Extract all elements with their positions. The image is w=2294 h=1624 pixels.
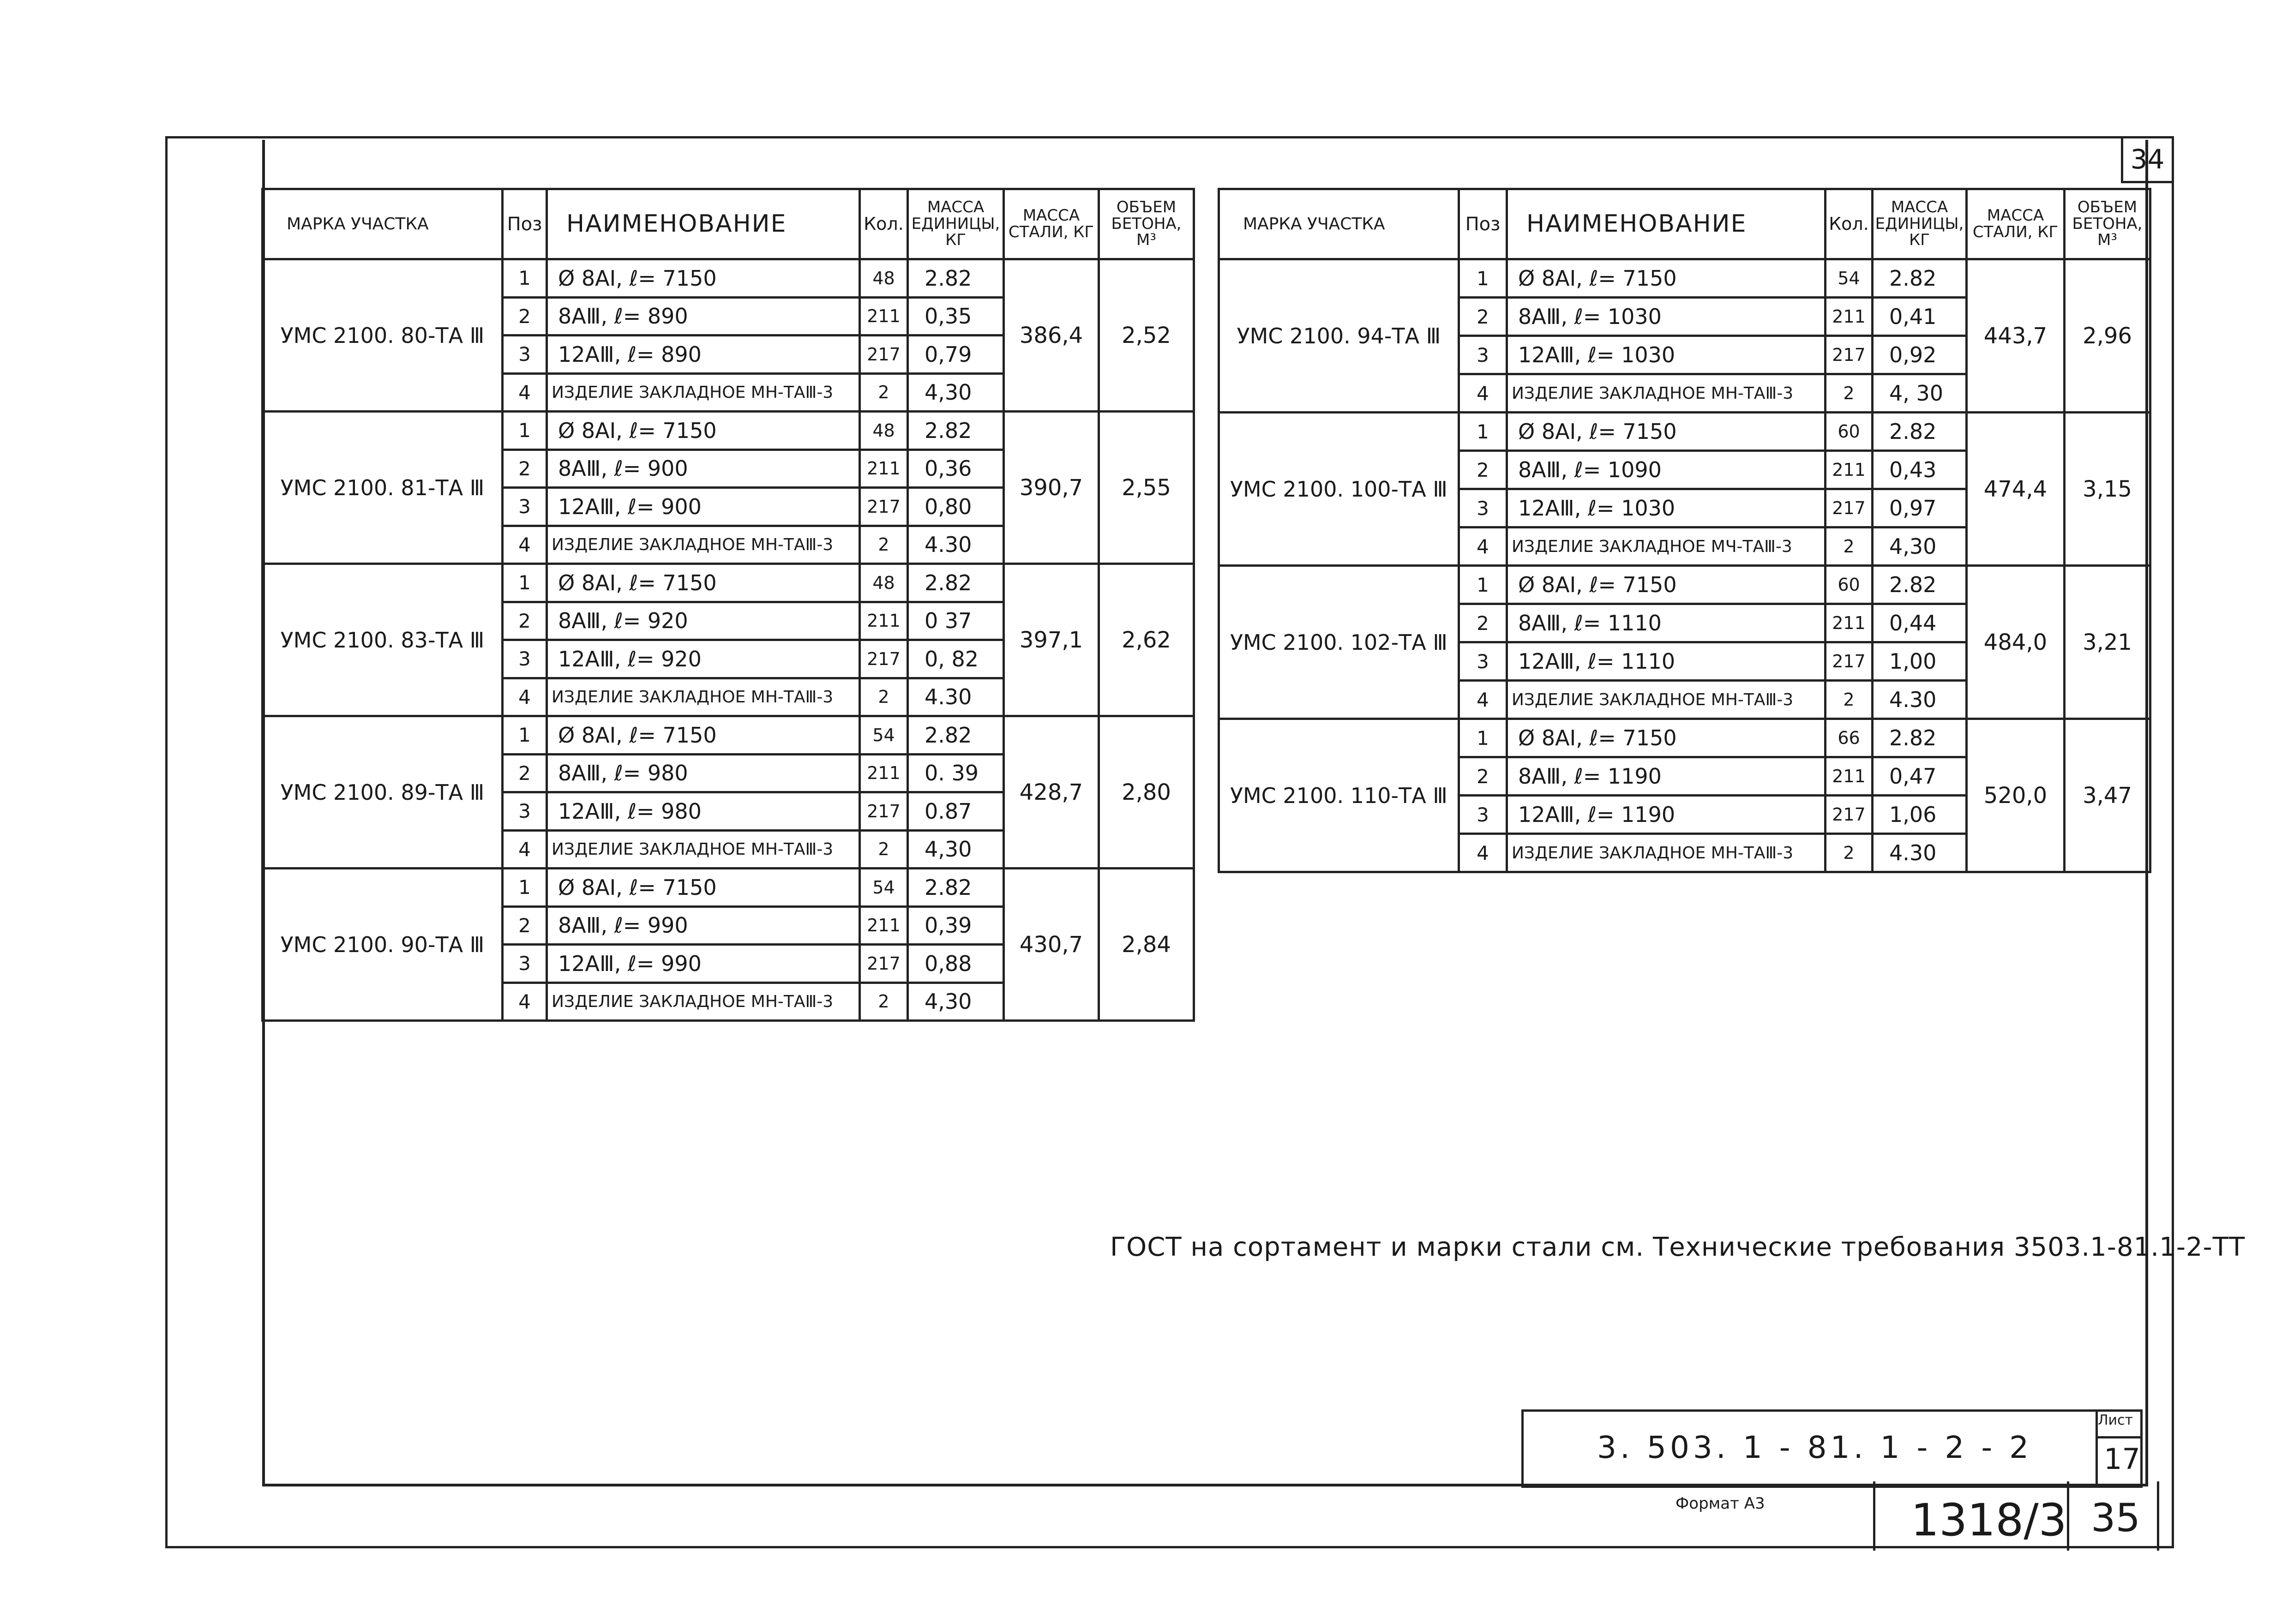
quantity-cell: 54 xyxy=(1826,259,1873,298)
quantity-cell: 217 xyxy=(1826,642,1873,681)
name-cell: 12АⅢ, ℓ= 1030 xyxy=(1507,336,1826,374)
name-cell: Ø 8АⅠ, ℓ= 7150 xyxy=(547,259,860,298)
concrete-volume-cell: 2,80 xyxy=(1099,716,1194,869)
steel-mass-cell: 430,7 xyxy=(1004,869,1099,1021)
unit-mass-cell: 2.82 xyxy=(1873,719,1967,757)
name-cell: 8АⅢ, ℓ= 920 xyxy=(547,602,860,640)
unit-mass-cell: 2.82 xyxy=(908,716,1004,755)
quantity-cell: 211 xyxy=(860,602,908,640)
unit-mass-cell: 2.82 xyxy=(908,564,1004,602)
table-row xyxy=(1219,566,2150,604)
name-cell: 12АⅢ, ℓ= 890 xyxy=(547,336,860,374)
header-unit-mass: МАССА ЕДИНИЦЫ, КГ xyxy=(1873,189,1967,259)
section-mark: УМС 2100. 89-ТА Ⅲ xyxy=(263,716,503,869)
position-cell: 4 xyxy=(1459,681,1507,719)
table-row xyxy=(263,412,1194,450)
section-mark: УМС 2100. 100-ТА Ⅲ xyxy=(1219,413,1459,566)
name-cell: ИЗДЕЛИЕ ЗАКЛАДНОЕ МН-ТАⅢ-3 xyxy=(1507,834,1826,872)
position-cell: 2 xyxy=(503,297,547,336)
name-cell: ИЗДЕЛИЕ ЗАКЛАДНОЕ МН-ТАⅢ-3 xyxy=(547,983,860,1021)
unit-mass-cell: 4.30 xyxy=(908,526,1004,564)
steel-mass-cell: 474,4 xyxy=(1967,413,2065,566)
unit-mass-cell: 0,39 xyxy=(908,906,1004,945)
position-cell: 3 xyxy=(503,792,547,831)
steel-mass-cell: 484,0 xyxy=(1967,566,2065,719)
table-row xyxy=(263,869,1194,907)
header-concrete-volume: ОБЪЕМ БЕТОНА, М³ xyxy=(2065,189,2150,259)
concrete-volume-cell: 2,84 xyxy=(1099,869,1194,1021)
position-cell: 3 xyxy=(503,640,547,678)
unit-mass-cell: 2.82 xyxy=(1873,413,1967,451)
position-cell: 4 xyxy=(1459,374,1507,413)
concrete-volume-cell: 2,55 xyxy=(1099,412,1194,564)
unit-mass-cell: 4.30 xyxy=(1873,834,1967,872)
sheet-value: 17 xyxy=(2104,1442,2140,1476)
position-cell: 3 xyxy=(503,945,547,983)
format-label: Формат А3 xyxy=(1675,1494,1765,1513)
unit-mass-cell: 0 37 xyxy=(908,602,1004,640)
position-cell: 2 xyxy=(1459,604,1507,642)
spec-table-right xyxy=(1218,188,2151,873)
position-cell: 4 xyxy=(503,983,547,1021)
sheet-label: Лист xyxy=(2098,1412,2133,1428)
position-cell: 3 xyxy=(1459,642,1507,681)
name-cell: 8АⅢ, ℓ= 1090 xyxy=(1507,451,1826,489)
section-mark: УМС 2100. 94-ТА Ⅲ xyxy=(1219,259,1459,413)
quantity-cell: 217 xyxy=(860,488,908,526)
position-cell: 2 xyxy=(503,906,547,945)
position-cell: 2 xyxy=(1459,757,1507,796)
position-cell: 4 xyxy=(503,830,547,869)
quantity-cell: 211 xyxy=(860,754,908,792)
name-cell: ИЗДЕЛИЕ ЗАКЛАДНОЕ МН-ТАⅢ-3 xyxy=(547,678,860,716)
position-cell: 3 xyxy=(503,488,547,526)
position-cell: 4 xyxy=(1459,834,1507,872)
section-mark: УМС 2100. 102-ТА Ⅲ xyxy=(1219,566,1459,719)
gost-note: ГОСТ на сортамент и марки стали см. Технические требования 3503.1-81.1-2-ТТ xyxy=(1110,1232,2246,1262)
quantity-cell: 211 xyxy=(860,297,908,336)
unit-mass-cell: 1,00 xyxy=(1873,642,1967,681)
steel-mass-cell: 397,1 xyxy=(1004,564,1099,716)
unit-mass-cell: 0,47 xyxy=(1873,757,1967,796)
unit-mass-cell: 4,30 xyxy=(1873,527,1967,566)
page-number: 35 xyxy=(2091,1495,2140,1540)
unit-mass-cell: 0,79 xyxy=(908,336,1004,374)
name-cell: Ø 8АⅠ, ℓ= 7150 xyxy=(1507,719,1826,757)
concrete-volume-cell: 3,15 xyxy=(2065,413,2150,566)
table-row xyxy=(1219,259,2150,298)
header-mark: МАРКА УЧАСТКА xyxy=(1219,189,1459,259)
name-cell: ИЗДЕЛИЕ ЗАКЛАДНОЕ МН-ТАⅢ-3 xyxy=(547,373,860,412)
position-cell: 1 xyxy=(1459,719,1507,757)
concrete-volume-cell: 2,62 xyxy=(1099,564,1194,716)
position-cell: 3 xyxy=(1459,489,1507,527)
name-cell: Ø 8АⅠ, ℓ= 7150 xyxy=(1507,413,1826,451)
table-row xyxy=(263,259,1194,298)
unit-mass-cell: 4.30 xyxy=(908,678,1004,716)
unit-mass-cell: 2.82 xyxy=(1873,259,1967,298)
position-cell: 2 xyxy=(1459,298,1507,336)
position-cell: 1 xyxy=(503,259,547,298)
unit-mass-cell: 2.82 xyxy=(908,259,1004,298)
name-cell: 8АⅢ, ℓ= 900 xyxy=(547,449,860,488)
quantity-cell: 217 xyxy=(860,336,908,374)
name-cell: 8АⅢ, ℓ= 1190 xyxy=(1507,757,1826,796)
steel-mass-cell: 390,7 xyxy=(1004,412,1099,564)
position-cell: 4 xyxy=(503,373,547,412)
name-cell: 8АⅢ, ℓ= 990 xyxy=(547,906,860,945)
name-cell: 8АⅢ, ℓ= 980 xyxy=(547,754,860,792)
quantity-cell: 66 xyxy=(1826,719,1873,757)
name-cell: 12АⅢ, ℓ= 1030 xyxy=(1507,489,1826,527)
position-cell: 1 xyxy=(503,716,547,755)
quantity-cell: 48 xyxy=(860,259,908,298)
name-cell: ИЗДЕЛИЕ ЗАКЛАДНОЕ МН-ТАⅢ-3 xyxy=(547,526,860,564)
quantity-cell: 2 xyxy=(860,526,908,564)
position-cell: 4 xyxy=(503,678,547,716)
quantity-cell: 2 xyxy=(1826,527,1873,566)
header-pos: Поз xyxy=(1459,189,1507,259)
unit-mass-cell: 1,06 xyxy=(1873,796,1967,834)
section-mark: УМС 2100. 83-ТА Ⅲ xyxy=(263,564,503,716)
unit-mass-cell: 4.30 xyxy=(1873,681,1967,719)
header-qty: Кол. xyxy=(1826,189,1873,259)
unit-mass-cell: 2.82 xyxy=(908,412,1004,450)
quantity-cell: 54 xyxy=(860,716,908,755)
table-row xyxy=(263,564,1194,602)
name-cell: Ø 8АⅠ, ℓ= 7150 xyxy=(547,716,860,755)
unit-mass-cell: 0,35 xyxy=(908,297,1004,336)
position-cell: 2 xyxy=(503,602,547,640)
unit-mass-cell: 0,92 xyxy=(1873,336,1967,374)
quantity-cell: 211 xyxy=(1826,757,1873,796)
unit-mass-cell: 0,80 xyxy=(908,488,1004,526)
section-mark: УМС 2100. 90-ТА Ⅲ xyxy=(263,869,503,1021)
header-unit-mass: МАССА ЕДИНИЦЫ, КГ xyxy=(908,189,1004,259)
concrete-volume-cell: 2,96 xyxy=(2065,259,2150,413)
unit-mass-cell: 4,30 xyxy=(908,983,1004,1021)
header-concrete-volume: ОБЪЕМ БЕТОНА, М³ xyxy=(1099,189,1194,259)
position-cell: 2 xyxy=(503,449,547,488)
unit-mass-cell: 4,30 xyxy=(908,373,1004,412)
quantity-cell: 2 xyxy=(860,830,908,869)
name-cell: Ø 8АⅠ, ℓ= 7150 xyxy=(547,412,860,450)
section-mark: УМС 2100. 80-ТА Ⅲ xyxy=(263,259,503,412)
document-code: 3. 503. 1 - 81. 1 - 2 - 2 xyxy=(1597,1430,2033,1465)
position-cell: 4 xyxy=(503,526,547,564)
steel-mass-cell: 386,4 xyxy=(1004,259,1099,412)
unit-mass-cell: 0,36 xyxy=(908,449,1004,488)
unit-mass-cell: 0,97 xyxy=(1873,489,1967,527)
steel-mass-cell: 520,0 xyxy=(1967,719,2065,872)
quantity-cell: 217 xyxy=(860,945,908,983)
quantity-cell: 211 xyxy=(1826,451,1873,489)
header-steel-mass: МАССА СТАЛИ, КГ xyxy=(1967,189,2065,259)
quantity-cell: 60 xyxy=(1826,413,1873,451)
quantity-cell: 48 xyxy=(860,564,908,602)
header-qty: Кол. xyxy=(860,189,908,259)
steel-mass-cell: 428,7 xyxy=(1004,716,1099,869)
position-cell: 2 xyxy=(503,754,547,792)
archive-number: 1318/3 xyxy=(1911,1494,2067,1546)
unit-mass-cell: 0. 39 xyxy=(908,754,1004,792)
name-cell: 12АⅢ, ℓ= 900 xyxy=(547,488,860,526)
unit-mass-cell: 0,44 xyxy=(1873,604,1967,642)
position-cell: 1 xyxy=(503,412,547,450)
quantity-cell: 211 xyxy=(1826,604,1873,642)
quantity-cell: 48 xyxy=(860,412,908,450)
position-cell: 2 xyxy=(1459,451,1507,489)
quantity-cell: 217 xyxy=(860,640,908,678)
header-pos: Поз xyxy=(503,189,547,259)
quantity-cell: 217 xyxy=(1826,489,1873,527)
quantity-cell: 211 xyxy=(860,906,908,945)
quantity-cell: 217 xyxy=(860,792,908,831)
unit-mass-cell: 2.82 xyxy=(908,869,1004,907)
name-cell: 12АⅢ, ℓ= 1110 xyxy=(1507,642,1826,681)
position-cell: 3 xyxy=(503,336,547,374)
name-cell: 8АⅢ, ℓ= 1030 xyxy=(1507,298,1826,336)
quantity-cell: 217 xyxy=(1826,796,1873,834)
position-cell: 1 xyxy=(1459,413,1507,451)
name-cell: ИЗДЕЛИЕ ЗАКЛАДНОЕ МН-ТАⅢ-3 xyxy=(1507,374,1826,413)
concrete-volume-cell: 3,21 xyxy=(2065,566,2150,719)
name-cell: 12АⅢ, ℓ= 920 xyxy=(547,640,860,678)
quantity-cell: 2 xyxy=(1826,681,1873,719)
name-cell: Ø 8АⅠ, ℓ= 7150 xyxy=(547,869,860,907)
quantity-cell: 211 xyxy=(1826,298,1873,336)
name-cell: Ø 8АⅠ, ℓ= 7150 xyxy=(547,564,860,602)
sheet-cell-divider xyxy=(2096,1436,2143,1438)
unit-mass-cell: 0,88 xyxy=(908,945,1004,983)
table-row xyxy=(1219,413,2150,451)
name-cell: ИЗДЕЛИЕ ЗАКЛАДНОЕ МЧ-ТАⅢ-3 xyxy=(1507,527,1826,566)
name-cell: 12АⅢ, ℓ= 980 xyxy=(547,792,860,831)
name-cell: 8АⅢ, ℓ= 1110 xyxy=(1507,604,1826,642)
quantity-cell: 2 xyxy=(1826,834,1873,872)
quantity-cell: 2 xyxy=(1826,374,1873,413)
table-row xyxy=(1219,719,2150,757)
quantity-cell: 217 xyxy=(1826,336,1873,374)
quantity-cell: 60 xyxy=(1826,566,1873,604)
header-mark: МАРКА УЧАСТКА xyxy=(263,189,503,259)
unit-mass-cell: 0,43 xyxy=(1873,451,1967,489)
name-cell: 8АⅢ, ℓ= 890 xyxy=(547,297,860,336)
position-cell: 4 xyxy=(1459,527,1507,566)
unit-mass-cell: 0.87 xyxy=(908,792,1004,831)
header-name: НАИМЕНОВАНИЕ xyxy=(1507,189,1826,259)
position-cell: 3 xyxy=(1459,796,1507,834)
quantity-cell: 2 xyxy=(860,373,908,412)
table-row xyxy=(263,716,1194,755)
position-cell: 1 xyxy=(503,869,547,907)
section-mark: УМС 2100. 81-ТА Ⅲ xyxy=(263,412,503,564)
unit-mass-cell: 4, 30 xyxy=(1873,374,1967,413)
name-cell: 12АⅢ, ℓ= 1190 xyxy=(1507,796,1826,834)
header-name: НАИМЕНОВАНИЕ xyxy=(547,189,860,259)
spec-table-left xyxy=(261,188,1195,1022)
unit-mass-cell: 0, 82 xyxy=(908,640,1004,678)
unit-mass-cell: 2.82 xyxy=(1873,566,1967,604)
name-cell: Ø 8АⅠ, ℓ= 7150 xyxy=(1507,566,1826,604)
concrete-volume-cell: 3,47 xyxy=(2065,719,2150,872)
quantity-cell: 2 xyxy=(860,678,908,716)
unit-mass-cell: 0,41 xyxy=(1873,298,1967,336)
name-cell: Ø 8АⅠ, ℓ= 7150 xyxy=(1507,259,1826,298)
name-cell: ИЗДЕЛИЕ ЗАКЛАДНОЕ МН-ТАⅢ-3 xyxy=(1507,681,1826,719)
position-cell: 1 xyxy=(1459,259,1507,298)
section-mark: УМС 2100. 110-ТА Ⅲ xyxy=(1219,719,1459,872)
quantity-cell: 2 xyxy=(860,983,908,1021)
position-cell: 3 xyxy=(1459,336,1507,374)
position-cell: 1 xyxy=(503,564,547,602)
top-sheet-number: 34 xyxy=(2121,137,2172,183)
concrete-volume-cell: 2,52 xyxy=(1099,259,1194,412)
name-cell: 12АⅢ, ℓ= 990 xyxy=(547,945,860,983)
name-cell: ИЗДЕЛИЕ ЗАКЛАДНОЕ МН-ТАⅢ-3 xyxy=(547,830,860,869)
quantity-cell: 54 xyxy=(860,869,908,907)
position-cell: 1 xyxy=(1459,566,1507,604)
steel-mass-cell: 443,7 xyxy=(1967,259,2065,413)
quantity-cell: 211 xyxy=(860,449,908,488)
header-steel-mass: МАССА СТАЛИ, КГ xyxy=(1004,189,1099,259)
unit-mass-cell: 4,30 xyxy=(908,830,1004,869)
